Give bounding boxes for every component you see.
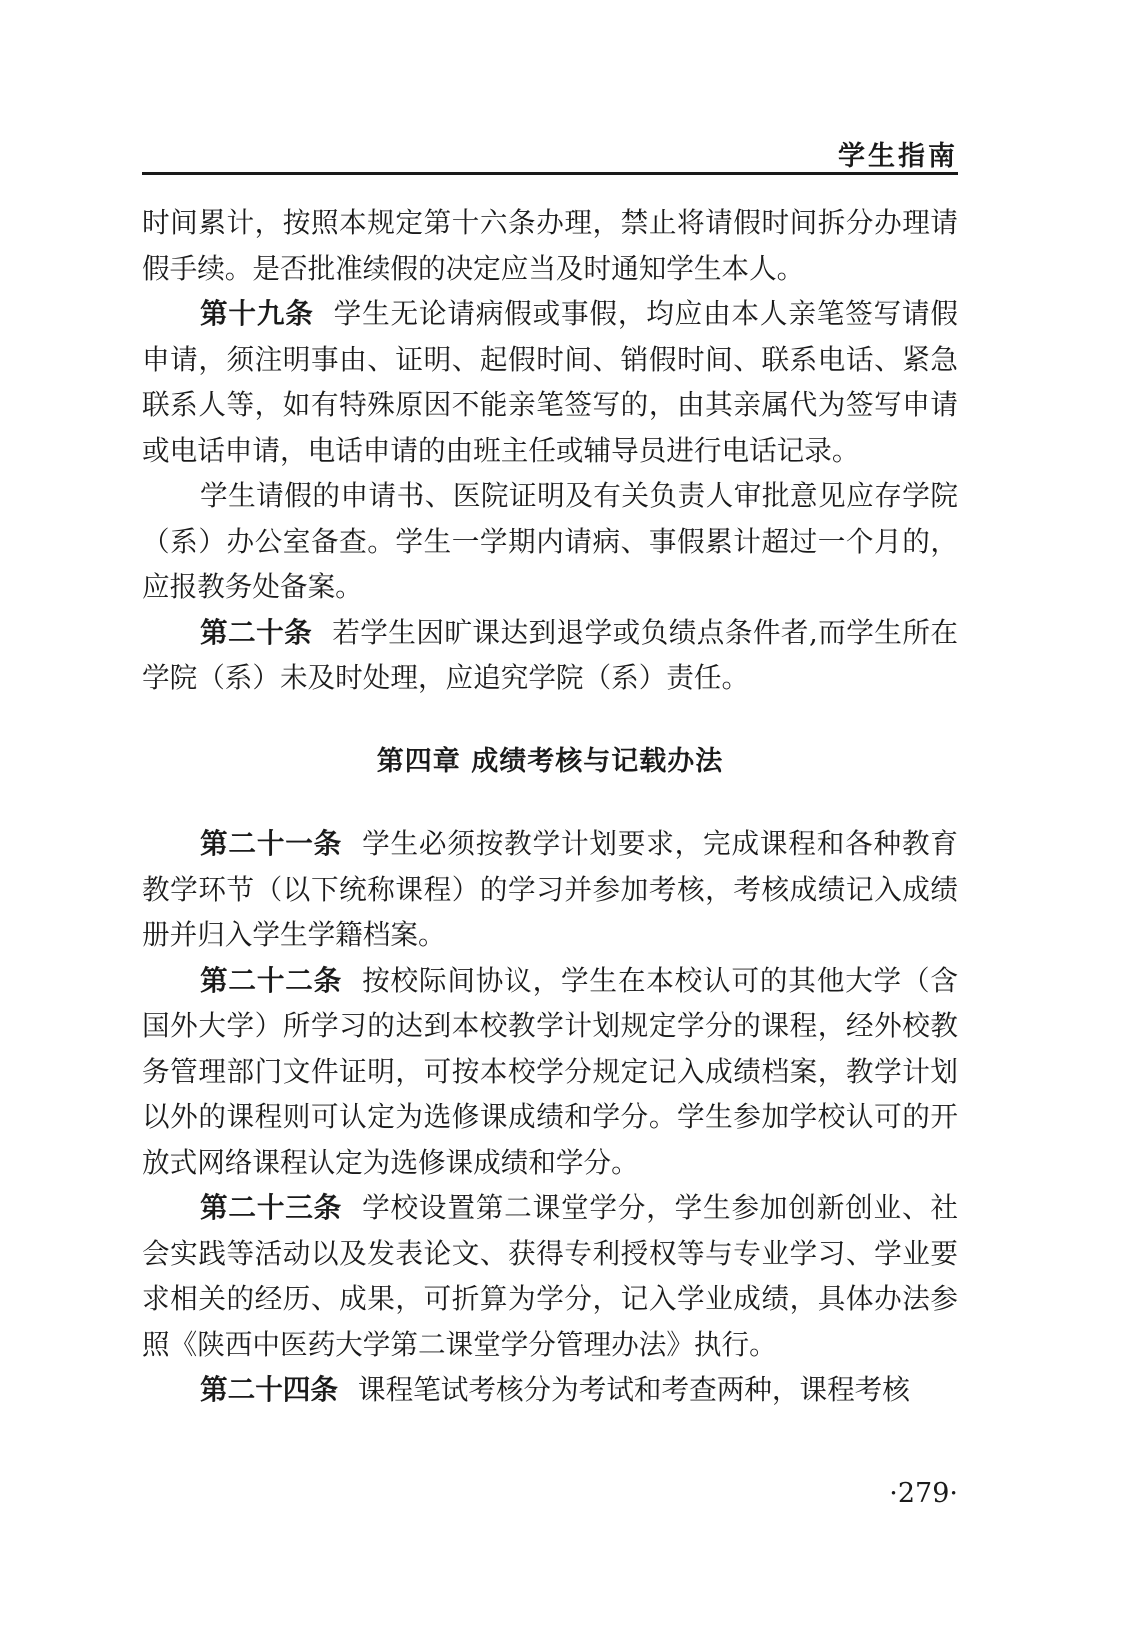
article-number: 第二十四条 bbox=[200, 1373, 338, 1406]
article-number: 第二十三条 bbox=[200, 1191, 343, 1224]
paragraph-article-22 bbox=[142, 958, 958, 1186]
article-number: 第二十二条 bbox=[200, 963, 343, 997]
paragraph-article-19 bbox=[142, 291, 958, 473]
paragraph-article-24 bbox=[142, 1367, 958, 1413]
paragraph-text: 学生请假的申请书、医院证明及有关负责人审批意见应存学院（系）办公室备查。学生一学期内请病、事假累计超过一个月的，应报教务处备案。 bbox=[142, 479, 958, 603]
body-text bbox=[142, 200, 958, 1413]
paragraph-article-21 bbox=[142, 821, 958, 958]
paragraph-article-20 bbox=[142, 610, 958, 701]
paragraph-leave-records bbox=[142, 473, 958, 610]
paragraph-text: 学生无论请病假或事假，均应由本人亲笔签写请假申请，须注明事由、证明、起假时间、销假时间、联系电话、紧急联系人等，如有特殊原因不能亲笔签写的，由其亲属代为签写申请或电话申请，电话申请的由班主任或辅导员进行电话记录。 bbox=[142, 297, 958, 467]
running-head: 学生指南 bbox=[838, 141, 958, 172]
paragraph-text: 课程笔试考核分为考试和考查两种，课程考核 bbox=[357, 1373, 910, 1406]
document-page bbox=[142, 0, 958, 1646]
article-number: 第二十一条 bbox=[200, 827, 343, 860]
paragraph-text: 时间累计，按照本规定第十六条办理，禁止将请假时间拆分办理请假手续。是否批准续假的决定应当及时通知学生本人。 bbox=[142, 206, 958, 285]
article-number: 第十九条 bbox=[200, 297, 314, 330]
article-number: 第二十条 bbox=[200, 615, 313, 649]
paragraph-article-23 bbox=[142, 1185, 958, 1367]
page-number: ·279· bbox=[889, 1478, 958, 1509]
paragraph-text: 按校际间协议，学生在本校认可的其他大学（含国外大学）所学习的达到本校教学计划规定学分的课程，经外校教务管理部门文件证明，可按本校学分规定记入成绩档案，教学计划以外的课程则可认定为选修课成绩和学分。学生参加学校认可的开放式网络课程认定为选修课成绩和学分。 bbox=[142, 963, 958, 1179]
paragraph-continued bbox=[142, 200, 958, 291]
chapter-heading: 第四章 成绩考核与记载办法 bbox=[376, 745, 724, 777]
paragraph-text: 学校设置第二课堂学分，学生参加创新创业、社会实践等活动以及发表论文、获得专利授权等与专业学习、学业要求相关的经历、成果，可折算为学分，记入学业成绩，具体办法参照《陕西中医药大学第二课堂学分管理办法》执行。 bbox=[142, 1191, 958, 1361]
paragraph-text: 学生必须按教学计划要求，完成课程和各种教育教学环节（以下统称课程）的学习并参加考核，考核成绩记入成绩册并归入学生学籍档案。 bbox=[142, 827, 958, 951]
paragraph-text: 若学生因旷课达到退学或负绩点条件者,而学生所在学院（系）未及时处理，应追究学院（系）责任。 bbox=[142, 615, 958, 694]
header-rule bbox=[142, 172, 958, 175]
